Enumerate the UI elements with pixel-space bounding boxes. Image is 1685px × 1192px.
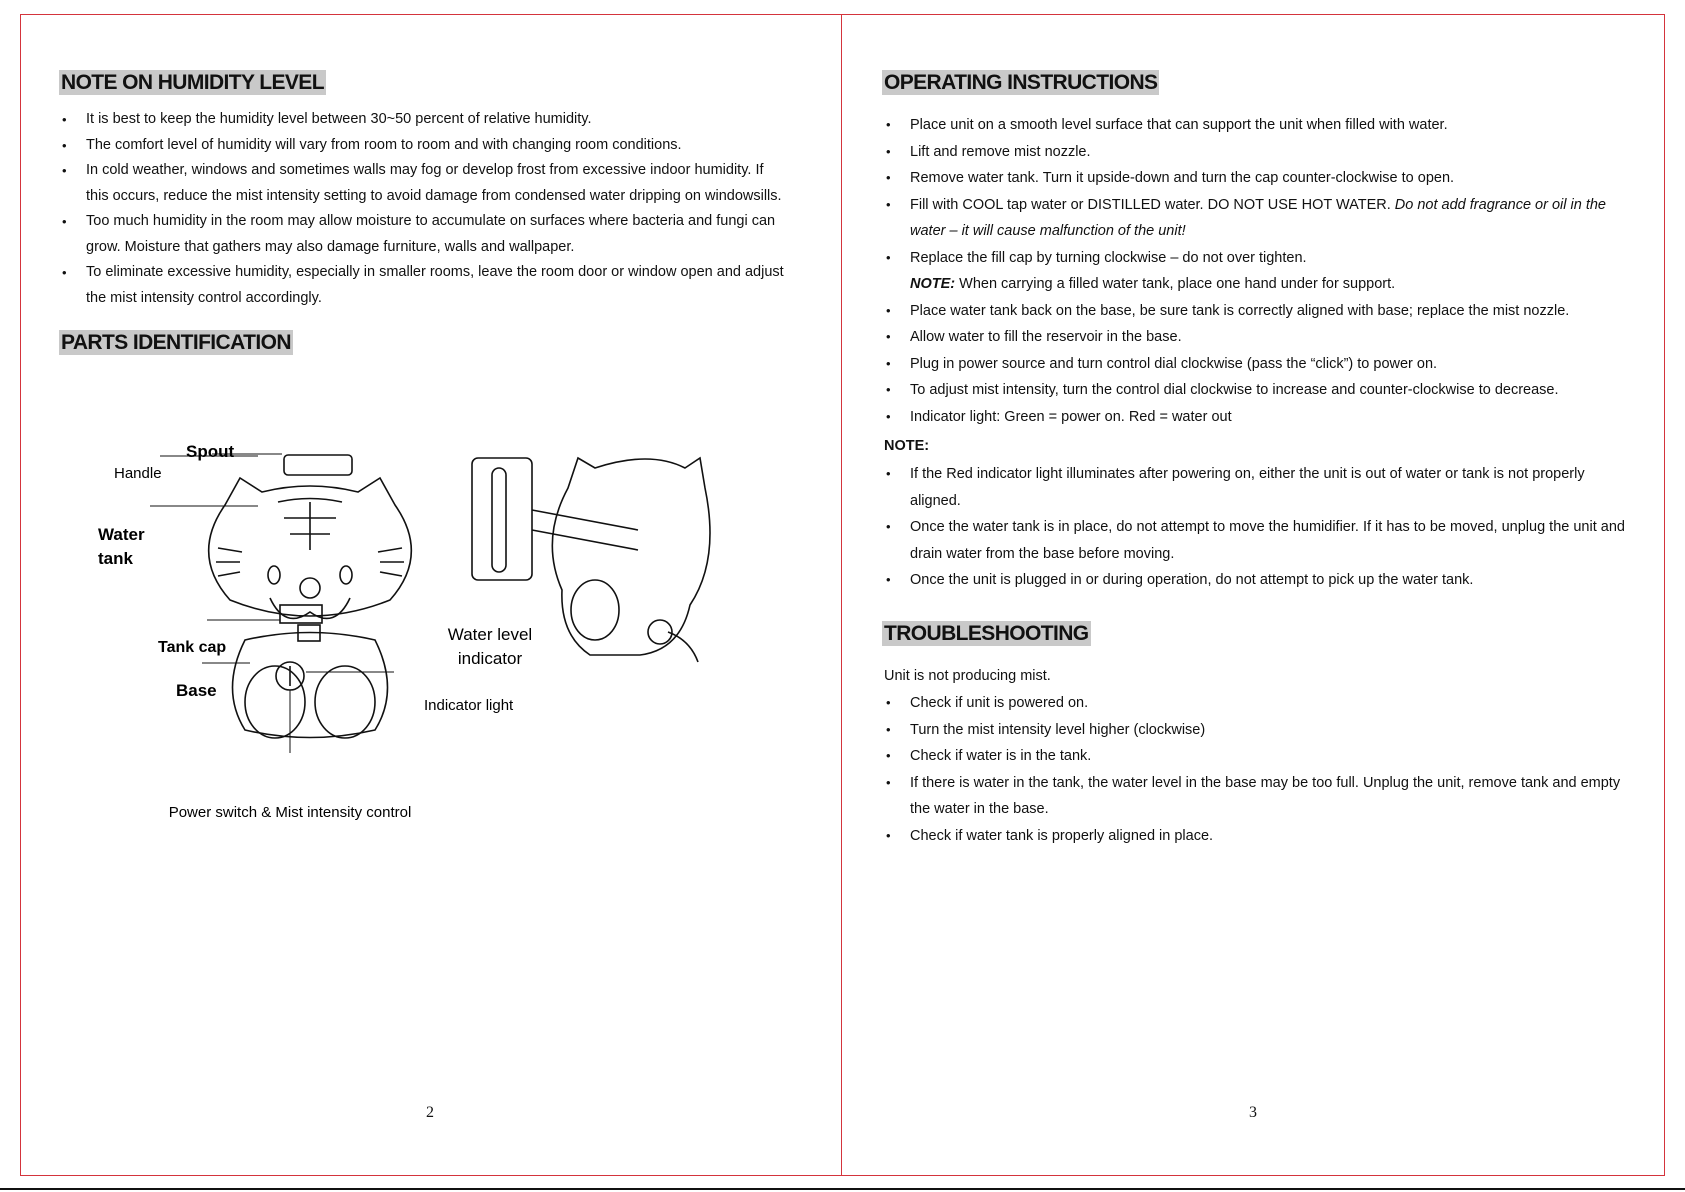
tank-label: tank — [98, 549, 133, 568]
water-label: Water — [98, 525, 145, 544]
handle-label: Handle — [114, 465, 162, 482]
tank-stripes — [278, 499, 342, 551]
list-item: • Once the water tank is in place, do not attempt to move the humidifier. If it has to be moved, unplug the unit and drain water from the base before moving. — [884, 514, 1629, 567]
humidity-heading: NOTE ON HUMIDITY LEVEL — [61, 71, 324, 94]
troubleshooting-heading: TROUBLESHOOTING — [884, 622, 1089, 645]
cat-eye-right — [340, 566, 352, 584]
list-item — [884, 192, 1629, 245]
cat-whiskers — [216, 548, 404, 576]
list-item: • Once the unit is plugged in or during operation, do not attempt to pick up the water tank. — [884, 567, 1629, 594]
list-item: • If the Red indicator light illuminates after powering on, either the unit is out of water or tank is not properly aligned. — [884, 461, 1629, 514]
base-foot-right — [315, 666, 375, 738]
water-level-window — [472, 458, 532, 580]
indicator-light-label: Indicator light — [424, 697, 514, 714]
level-callout — [532, 510, 638, 550]
cat-nose — [300, 578, 320, 598]
list-item: • Remove water tank. Turn it upside-down and turn the cap counter-clockwise to open. — [884, 165, 1629, 192]
note-text: When carrying a filled water tank, place one hand under for support. — [959, 276, 1396, 292]
fill-warning: Do not add fragrance or oil in the water – it will cause malfunction of the unit! — [910, 196, 1606, 239]
list-item — [884, 245, 1629, 298]
base-label: Base — [176, 681, 217, 700]
list-item: • Allow water to fill the reservoir in the base. — [884, 324, 1629, 351]
list-item: • In cold weather, windows and sometimes walls may fog or develop frost from excessive indoor humidity. If this occurs, reduce the mist intensity setting to avoid damage from condensed water dripping on windowsills. — [60, 158, 790, 209]
list-item: • Plug in power source and turn control dial clockwise (pass the “click”) to power on. — [884, 351, 1629, 378]
page-divider — [841, 14, 842, 1176]
water-level-tube — [492, 468, 506, 572]
tank-cap-label: Tank cap — [158, 639, 227, 656]
list-item: • Place unit on a smooth level surface that can support the unit when filled with water. — [884, 112, 1629, 139]
list-item: • Place water tank back on the base, be sure tank is correctly aligned with base; replace the mist nozzle. — [884, 298, 1629, 325]
list-item: • Check if water is in the tank. — [884, 743, 1629, 770]
spout-label: Spout — [186, 442, 235, 461]
page-number-right: 3 — [1249, 1104, 1257, 1121]
page-number-left: 2 — [426, 1104, 434, 1121]
power-cord — [668, 632, 698, 662]
list-item: • It is best to keep the humidity level between 30~50 percent of relative humidity. — [60, 107, 790, 133]
parts-diagram — [90, 440, 790, 830]
list-item: • Too much humidity in the room may allow moisture to accumulate on surfaces where bacteria and fungi can grow. Moisture that gathers may also damage furniture, walls and wallpaper. — [60, 209, 790, 260]
list-item: • Lift and remove mist nozzle. — [884, 139, 1629, 166]
list-item: • Turn the mist intensity level higher (clockwise) — [884, 717, 1629, 744]
list-item: • To adjust mist intensity, turn the control dial clockwise to increase and counter-clockwise to decrease. — [884, 377, 1629, 404]
list-item: • Indicator light: Green = power on. Red = water out — [884, 404, 1629, 431]
list-item: • Check if unit is powered on. — [884, 690, 1629, 717]
list-item: • Check if water tank is properly aligned in place. — [884, 823, 1629, 850]
list-item: • To eliminate excessive humidity, especially in smaller rooms, leave the room door or window open and adjust the mist intensity control accordingly. — [60, 260, 790, 311]
cat-eye-left — [268, 566, 280, 584]
power-switch-label: Power switch & Mist intensity control — [168, 804, 412, 821]
troubleshooting-list — [884, 690, 1629, 849]
humidity-list — [60, 107, 790, 311]
note-list — [884, 461, 1629, 594]
tank-note — [910, 271, 1629, 298]
indicator-label: indicator — [457, 649, 523, 668]
water-level-label: Water level — [447, 625, 533, 644]
list-item: • If there is water in the tank, the water level in the base may be too full. Unplug the unit, remove tank and empty the water in the base. — [884, 770, 1629, 823]
bottom-rule — [0, 1188, 1685, 1190]
parts-heading: PARTS IDENTIFICATION — [61, 331, 291, 354]
operating-heading: OPERATING INSTRUCTIONS — [884, 71, 1158, 94]
side-view-body — [552, 458, 710, 655]
fill-instruction: Fill with COOL tap water or DISTILLED water. DO NOT USE HOT WATER. — [910, 196, 1391, 213]
note-heading: NOTE: — [884, 438, 930, 454]
note-label: NOTE: — [910, 276, 956, 292]
trouble-intro: Unit is not producing mist. — [884, 668, 1051, 684]
operating-list — [884, 112, 1629, 430]
list-item: • The comfort level of humidity will vary from room to room and with changing room conditions. — [60, 133, 790, 159]
side-view-foot — [571, 580, 619, 640]
base-shape — [233, 633, 388, 738]
replace-cap-text: • Replace the fill cap by turning clockwise – do not over tighten. — [910, 249, 1307, 266]
base-foot-left — [245, 666, 305, 738]
spout-shape — [284, 455, 352, 475]
